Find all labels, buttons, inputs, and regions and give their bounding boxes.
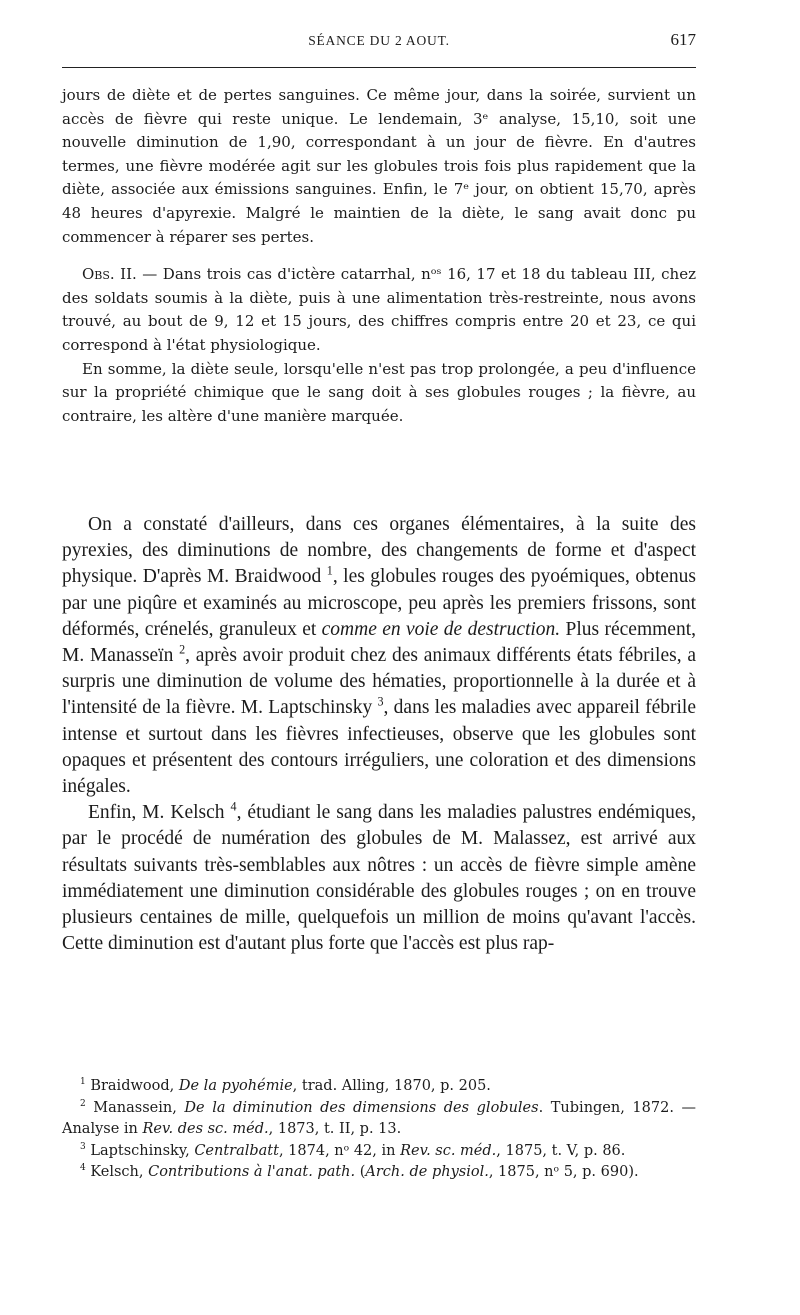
text-span: , 1875, nᵒ 5, p. 690). [488,1164,639,1181]
page-header [62,22,696,58]
footnotes-section [62,1076,696,1184]
paragraph-globule-alterations [62,512,696,800]
text-span: , les globules rouges des pyoémiques, obtenus par une piqûre et examinés au microscope, peu après les premiers frissons, sont déformés, crénelés, granuleux et [62,566,696,640]
footnote-ref-4: 4 [230,799,237,814]
text-span: Laptschinsky, [85,1142,195,1159]
citation-journal: Centralbatt [194,1142,279,1159]
citation-title: De la diminution des dimensions des globules [184,1099,539,1116]
paragraph-summary: En somme, la diète seule, lorsqu'elle n'est pas trop prolongée, a peu d'influence sur la propriété chimique que le sang doit à ses globules rouges ; la fièvre, au contraire, les altère d'une manière marquée. [62,359,696,425]
citation-journal: Arch. de physiol. [365,1164,489,1181]
footnote-4 [62,1162,696,1184]
footnote-ref-2: 2 [179,642,186,657]
page-number: 617 [670,30,696,49]
text-span: , après avoir produit chez des animaux différents états fébriles, a surpris une diminution de volume des hématies, proportionnelle à la durée et à l'intensité de la fièvre. M. Laptschinsky [62,645,696,719]
main-text-section [62,512,696,957]
header-rule [62,67,696,68]
text-span: Plus récemment, M. Manasseïn [62,618,696,667]
text-span: Kelsch, [85,1164,149,1181]
footnote-number: 3 [80,1141,86,1152]
text-span: , trad. Alling, 1870, p. 205. [292,1078,491,1094]
text-span: Enfin, M. Kelsch [88,802,231,824]
paragraph-kelsch [62,800,696,957]
footnote-3 [62,1141,696,1163]
text-span: Braidwood, [85,1078,179,1094]
text-span: , 1874, nᵒ 42, in [278,1142,401,1159]
text-span: ( [355,1164,366,1181]
footnote-number: 4 [80,1163,86,1174]
text-span: Manassein, [85,1099,185,1116]
footnote-2 [62,1098,696,1141]
text-span: , dans les maladies avec appareil fébrile intense et surtout dans les fièvres infectieuses, observe que les globules sont opaques et présentent des contours irréguliers, une coloration et des dimensions inégales. [62,697,696,798]
running-title: SÉANCE DU 2 AOUT. [308,33,450,48]
text-span: , 1875, t. V, p. 86. [496,1142,626,1159]
footnote-ref-1: 1 [326,563,333,578]
footnote-number: 2 [80,1098,86,1109]
footnote-ref-3: 3 [377,694,384,709]
text-span: On a constaté d'ailleurs, dans ces organes élémentaires, à la suite des pyrexies, des diminutions de nombre, des changements de forme et d'aspect physique. D'après M. Braidwood [62,514,696,588]
text-span: , étudiant le sang dans les maladies palustres endémiques, par le procédé de numération des globules de M. Malassez, est arrivé aux résultats suivants très-semblables aux nôtres : un accès de fièvre simple amène immédiatement une diminution considérable des globules rouges ; on en trouve plusieurs centaines de mille, quelquefois un million de moins qu'avant l'accès. Cette diminution est d'autant plus forte que l'accès est plus rap- [62,802,696,955]
paragraph-diet-analysis: jours de diète et de pertes sanguines. Ce même jour, dans la soirée, survient un accès de fièvre qui reste unique. Le lendemain, 3ᵉ analyse, 15,10, soit une nouvelle diminution de 1,90, correspondant à un jour de fièvre. En d'autres termes, une fièvre modérée agit sur les globules trois fois plus rapidement que la diète, associée aux émissions sanguines. Enfin, le 7ᵉ jour, on obtient 15,70, après 48 heures d'apyrexie. Malgré le maintien de la diète, le sang avait donc pu commencer à réparer ses pertes. [62,86,696,246]
italic-phrase: comme en voie de destruction. [321,618,561,640]
text-span: , 1873, t. II, p. 13. [268,1121,402,1138]
footnote-1 [62,1076,696,1098]
citation-journal: Rev. sc. méd. [400,1142,497,1159]
citation-title: De la pyohémie [178,1078,293,1094]
footnote-number: 1 [80,1077,86,1088]
text-span: . Tubingen, 1872. — Analyse in [62,1099,697,1138]
citation-title: Contributions à l'anat. path. [148,1164,356,1181]
small-print-section [62,84,696,428]
paragraph-observation-2 [62,263,696,357]
observation-label: Obs. II. [82,265,137,284]
citation-journal: Rev. des sc. méd. [142,1121,269,1138]
observation-text: — Dans trois cas d'ictère catarrhal, nᵒˢ 16, 17 et 18 du tableau III, chez des soldats soumis à la diète, puis à une alimentation très-restreinte, nous avons trouvé, au bout de 9, 12 et 15 jours, des chiffres compris entre 20 et 23, ce qui correspond à l'état physiologique. [62,265,696,354]
